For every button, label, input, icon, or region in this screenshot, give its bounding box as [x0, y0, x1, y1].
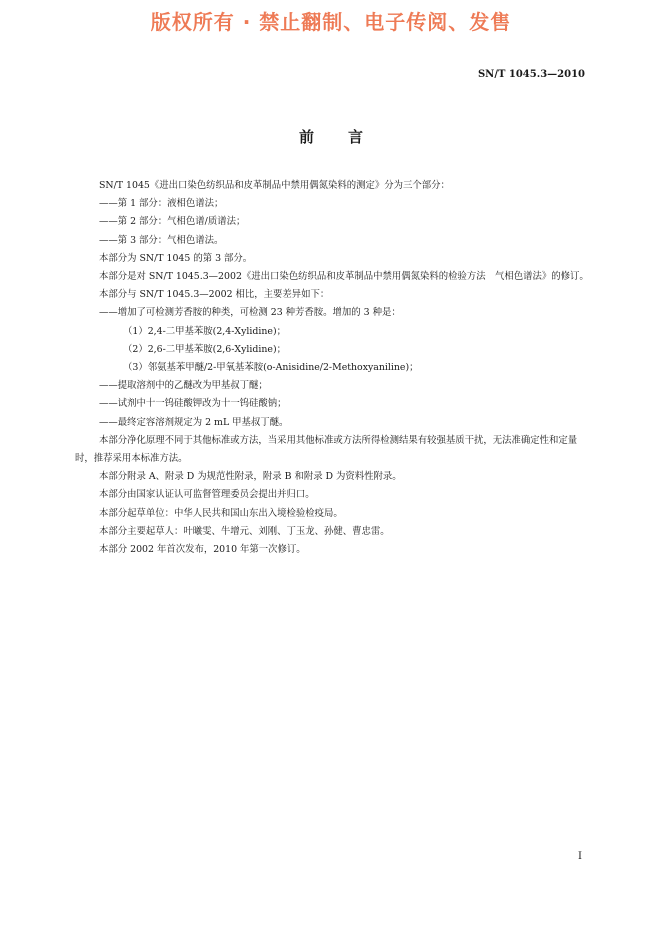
list-item: ——提取溶剂中的乙醚改为甲基叔丁醚； [99, 380, 268, 392]
page-title: 前言 [298, 128, 397, 146]
list-item: ——第 2 部分：气相色谱/质谱法； [99, 216, 246, 228]
paragraph: 本部分 2002 年首次发布，2010 年第一次修订。 [99, 544, 306, 556]
foreword-body [75, 177, 590, 559]
standard-code: SN/T 1045.3—2010 [477, 69, 585, 80]
list-item: ——试剂中十一钨硅酸钾改为十一钨硅酸钠； [99, 398, 287, 410]
page-number: I [578, 851, 582, 862]
paragraph: 本部分起草单位：中华人民共和国山东出入境检验检疫局。 [99, 507, 343, 519]
paragraph: 本部分附录 A、附录 D 为规范性附录，附录 B 和附录 D 为资料性附录。 [99, 471, 402, 483]
list-item: ——第 3 部分：气相色谱法。 [99, 234, 224, 246]
sub-list-item: （2）2,6-二甲基苯胺(2,6-Xylidine)； [123, 343, 286, 355]
paragraph: 本部分净化原理不同于其他标准或方法，当采用其他标准或方法所得检测结果有较强基质干扰，无法准确定性和定量时，推荐采用本标准方法。 [75, 434, 578, 465]
paragraph: 本部分为 SN/T 1045 的第 3 部分。 [99, 252, 253, 264]
sub-list-item: （3）邻氨基苯甲醚/2-甲氧基苯胺(o-Anisidine/2-Methoxyaniline)； [123, 362, 419, 374]
paragraph: 本部分由国家认证认可监督管理委员会提出并归口。 [99, 489, 315, 501]
list-item: ——第 1 部分：液相色谱法； [99, 198, 224, 210]
paragraph: 本部分是对 SN/T 1045.3—2002《进出口染色纺织品和皮革制品中禁用偶氮染料的检验方法 气相色谱法》的修订。 [99, 271, 589, 283]
copyright-watermark: 版权所有 · 禁止翻制、电子传阅、发售 [150, 10, 512, 34]
paragraph: 本部分与 SN/T 1045.3—2002 相比，主要差异如下： [99, 289, 330, 301]
paragraph: SN/T 1045《进出口染色纺织品和皮革制品中禁用偶氮染料的测定》分为三个部分： [99, 180, 450, 191]
list-item: ——最终定容溶剂规定为 2 mL 甲基叔丁醚。 [99, 416, 289, 428]
sub-list-item: （1）2,4-二甲基苯胺(2,4-Xylidine)； [123, 325, 286, 337]
list-item: ——增加了可检测芳香胺的种类，可检测 23 种芳香胺。增加的 3 种是： [99, 307, 401, 319]
paragraph: 本部分主要起草人：叶曦雯、牛增元、刘刚、丁玉龙、孙健、曹忠雷。 [99, 525, 390, 537]
